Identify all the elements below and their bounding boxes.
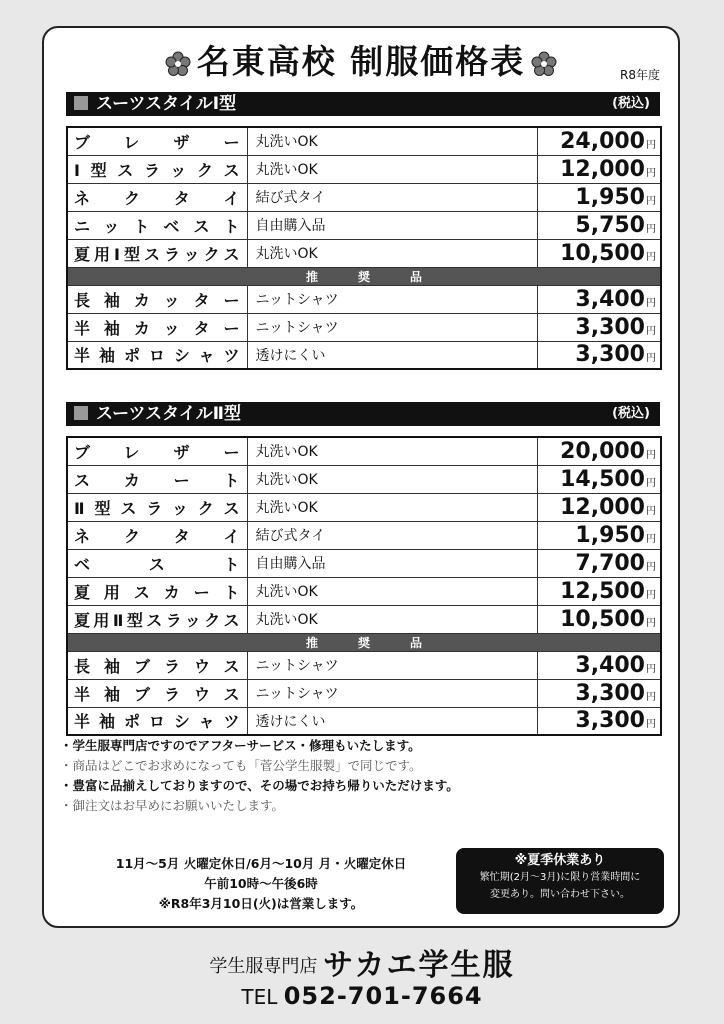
item-price-cell <box>537 155 661 183</box>
item-note: 丸洗いOK <box>247 465 537 493</box>
item-note: 透けにくい <box>247 707 537 735</box>
yen-unit: 円 <box>646 533 656 545</box>
item-name: ネクタイ <box>67 183 247 211</box>
price-row <box>67 313 661 341</box>
telephone[interactable] <box>0 982 724 1010</box>
item-price: 12,000 <box>560 156 645 182</box>
yen-unit: 円 <box>646 691 656 703</box>
price-row <box>67 437 661 465</box>
item-note: 結び式タイ <box>247 521 537 549</box>
yen-unit: 円 <box>646 139 656 151</box>
square-icon <box>74 96 88 110</box>
item-name: 夏用Ⅰ型スラックス <box>67 239 247 267</box>
price-row <box>67 521 661 549</box>
yen-unit: 円 <box>646 449 656 461</box>
item-name: ブレザー <box>67 127 247 155</box>
item-note: 丸洗いOK <box>247 493 537 521</box>
section2-header <box>66 402 660 426</box>
tel-label: TEL <box>241 985 278 1009</box>
item-price-cell <box>537 679 661 707</box>
yen-unit: 円 <box>646 223 656 235</box>
yen-unit: 円 <box>646 325 656 337</box>
item-price-cell <box>537 127 661 155</box>
item-note: 透けにくい <box>247 341 537 369</box>
item-price: 3,300 <box>575 708 645 734</box>
fiscal-year: R8年度 <box>620 68 660 82</box>
item-price: 3,300 <box>575 314 645 340</box>
item-price-cell <box>537 437 661 465</box>
item-name: ニットベスト <box>67 211 247 239</box>
item-price: 10,500 <box>560 606 645 632</box>
yen-unit: 円 <box>646 477 656 489</box>
yen-unit: 円 <box>646 195 656 207</box>
yen-unit: 円 <box>646 561 656 573</box>
price-row <box>67 577 661 605</box>
price-row <box>67 211 661 239</box>
price-row <box>67 651 661 679</box>
item-price-cell <box>537 707 661 735</box>
item-price-cell <box>537 521 661 549</box>
item-name: ブレザー <box>67 437 247 465</box>
price-row <box>67 493 661 521</box>
item-price: 12,500 <box>560 578 645 604</box>
item-name: 半袖ポロシャツ <box>67 707 247 735</box>
item-name: 半袖ポロシャツ <box>67 341 247 369</box>
item-name: ネクタイ <box>67 521 247 549</box>
item-price-cell <box>537 651 661 679</box>
business-hours <box>66 854 456 914</box>
section2-title: スーツスタイルⅡ型 <box>96 404 241 424</box>
summer-closure-box <box>456 848 664 914</box>
page-title: 名東高校 制服価格表 <box>196 42 526 81</box>
item-price-cell <box>537 239 661 267</box>
recommended-label: 推奨品 <box>67 633 661 651</box>
item-price: 3,300 <box>575 342 645 368</box>
item-price: 7,700 <box>575 550 645 576</box>
title-row <box>44 42 678 82</box>
item-note: 丸洗いOK <box>247 577 537 605</box>
item-price: 5,750 <box>575 212 645 238</box>
yen-unit: 円 <box>646 505 656 517</box>
summer-text: 変更あり。問い合わせ下さい。 <box>490 889 630 900</box>
price-row <box>67 679 661 707</box>
item-note: ニットシャツ <box>247 679 537 707</box>
yen-unit: 円 <box>646 719 656 731</box>
item-price-cell <box>537 465 661 493</box>
shop-prefix: 学生服専門店 <box>209 956 318 977</box>
price-row <box>67 285 661 313</box>
item-note: 丸洗いOK <box>247 605 537 633</box>
price-row <box>67 155 661 183</box>
item-note: ニットシャツ <box>247 651 537 679</box>
yen-unit: 円 <box>646 167 656 179</box>
sakura-icon <box>165 51 191 77</box>
item-price: 1,950 <box>575 522 645 548</box>
yen-unit: 円 <box>646 589 656 601</box>
square-icon <box>74 406 88 420</box>
recommended-label: 推奨品 <box>67 267 661 285</box>
item-note: ニットシャツ <box>247 285 537 313</box>
item-note: 丸洗いOK <box>247 155 537 183</box>
item-price: 3,400 <box>575 652 645 678</box>
note-item: ・御注文はお早めにお願いいたします。 <box>60 798 285 813</box>
item-name: 長袖カッター <box>67 285 247 313</box>
price-row <box>67 707 661 735</box>
price-row <box>67 465 661 493</box>
shop-name <box>0 940 724 984</box>
yen-unit: 円 <box>646 617 656 629</box>
tax-label: (税込) <box>612 96 650 111</box>
section1-header <box>66 92 660 116</box>
item-name: 長袖ブラウス <box>67 651 247 679</box>
shop-brand: サカエ学生服 <box>323 948 515 983</box>
item-note: 丸洗いOK <box>247 127 537 155</box>
item-price: 24,000 <box>560 128 645 154</box>
note-item: ・学生服専門店ですのでアフターサービス・修理もいたします。 <box>60 738 421 753</box>
item-price: 10,500 <box>560 240 645 266</box>
item-note: 自由購入品 <box>247 549 537 577</box>
notes <box>60 736 600 816</box>
item-note: ニットシャツ <box>247 313 537 341</box>
hours-line: 11月〜5月 火曜定休日/6月〜10月 月・火曜定休日 <box>115 856 407 871</box>
yen-unit: 円 <box>646 353 656 365</box>
item-price-cell <box>537 211 661 239</box>
item-name: 半袖カッター <box>67 313 247 341</box>
section2-table <box>66 436 662 736</box>
item-name: Ⅰ型スラックス <box>67 155 247 183</box>
section1-table <box>66 126 662 370</box>
price-row <box>67 183 661 211</box>
item-price-cell <box>537 183 661 211</box>
item-price-cell <box>537 341 661 369</box>
item-price-cell <box>537 493 661 521</box>
note-item: ・豊富に品揃えしておりますので、その場でお持ち帰りいただけます。 <box>60 778 459 793</box>
recommended-band <box>67 267 661 285</box>
item-note: 自由購入品 <box>247 211 537 239</box>
item-price-cell <box>537 577 661 605</box>
price-row <box>67 127 661 155</box>
item-price: 12,000 <box>560 494 645 520</box>
item-note: 丸洗いOK <box>247 437 537 465</box>
item-price: 3,300 <box>575 680 645 706</box>
item-name: ベスト <box>67 549 247 577</box>
item-price-cell <box>537 313 661 341</box>
price-row <box>67 605 661 633</box>
price-row <box>67 549 661 577</box>
item-name: 夏用スカート <box>67 577 247 605</box>
recommended-band <box>67 633 661 651</box>
item-price: 3,400 <box>575 286 645 312</box>
summer-title: ※夏季休業あり <box>514 853 606 868</box>
summer-text: 繁忙期(2月〜3月)に限り営業時間に <box>479 872 641 883</box>
item-name: Ⅱ型スラックス <box>67 493 247 521</box>
item-price: 1,950 <box>575 184 645 210</box>
yen-unit: 円 <box>646 251 656 263</box>
item-price: 14,500 <box>560 466 645 492</box>
item-name: スカート <box>67 465 247 493</box>
item-price-cell <box>537 549 661 577</box>
item-price: 20,000 <box>560 438 645 464</box>
yen-unit: 円 <box>646 663 656 675</box>
hours-line: ※R8年3月10日(火)は営業します。 <box>158 896 364 911</box>
item-note: 丸洗いOK <box>247 239 537 267</box>
note-item: ・商品はどこでお求めになっても「菅公学生服製」で同じです。 <box>60 758 422 773</box>
item-price-cell <box>537 285 661 313</box>
tel-number[interactable]: 052-701-7664 <box>283 982 483 1010</box>
hours-line: 午前10時〜午後6時 <box>204 876 318 891</box>
item-name: 夏用Ⅱ型スラックス <box>67 605 247 633</box>
tax-label: (税込) <box>612 406 650 421</box>
item-note: 結び式タイ <box>247 183 537 211</box>
yen-unit: 円 <box>646 297 656 309</box>
price-row <box>67 239 661 267</box>
sakura-icon <box>531 51 557 77</box>
item-price-cell <box>537 605 661 633</box>
section1-title: スーツスタイルⅠ型 <box>96 94 237 114</box>
price-row <box>67 341 661 369</box>
item-name: 半袖ブラウス <box>67 679 247 707</box>
